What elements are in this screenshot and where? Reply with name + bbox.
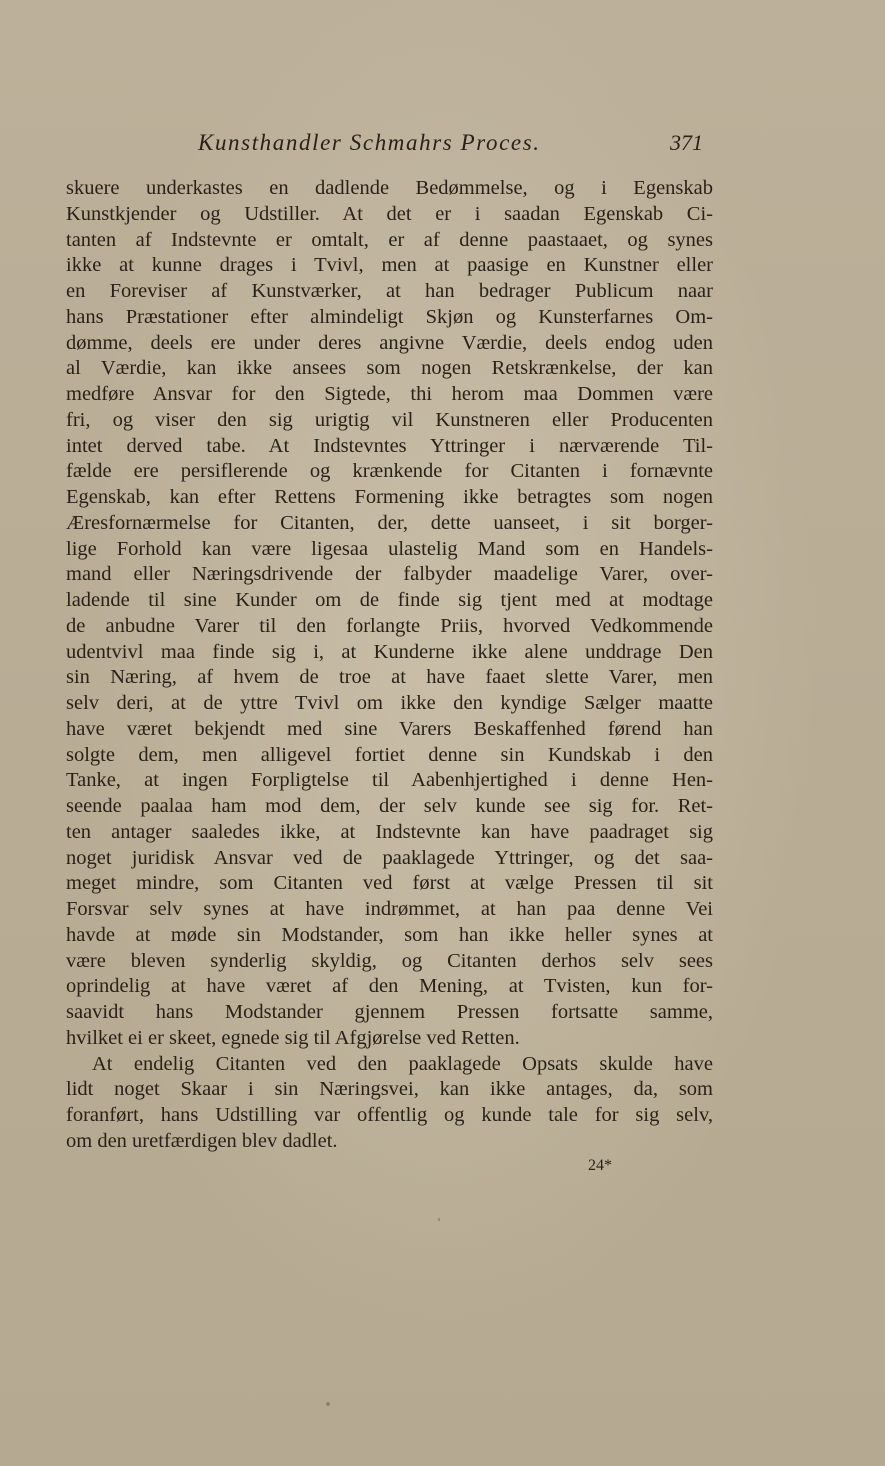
paragraph-start-line: At endelig Citanten ved den paaklagede Opsats skulde have [92, 1052, 713, 1075]
text-line: ten antager saaledes ikke, at Indstevnte kan have paadraget sig [66, 820, 713, 843]
text-line: Forsvar selv synes at have indrømmet, at han paa denne Vei [66, 898, 713, 920]
text-line: ikke at kunne drages i Tvivl, men at paasige en Kunstner eller [66, 254, 713, 277]
text-line: ladende til sine Kunder om de finde sig tjent med at modtage [66, 589, 713, 611]
text-line: en Foreviser af Kunstværker, at han bedrager Publicum naar [66, 280, 713, 302]
text-line: de anbudne Varer til den forlangte Priis, hvorved Vedkommende [66, 614, 713, 637]
text-line: saavidt hans Modstander gjennem Pressen fortsatte samme, [66, 1001, 713, 1023]
text-line: Tanke, at ingen Forpligtelse til Aabenhjertighed i denne Hen- [66, 769, 713, 792]
text-line: seende paalaa ham mod dem, der selv kunde see sig for. Ret- [66, 795, 713, 817]
text-line: Æresfornærmelse for Citanten, der, dette uanseet, i sit borger- [66, 511, 713, 534]
page-number: 371 [670, 130, 703, 155]
text-line: sin Næring, af hvem de troe at have faaet slette Varer, men [66, 666, 713, 689]
text-line: Egenskab, kan efter Rettens Formening ikke betragtes som nogen [66, 486, 713, 508]
text-line: al Værdie, kan ikke ansees som nogen Retskrænkelse, der kan [66, 357, 713, 380]
text-line: lige Forhold kan være ligesaa ulastelig Mand som en Handels- [66, 537, 713, 560]
running-title: Kunsthandler Schmahrs Proces. [198, 130, 541, 155]
text-line: noget juridisk Ansvar ved de paaklagede Yttringer, og det saa- [66, 846, 713, 869]
text-line: meget mindre, som Citanten ved først at vælge Pressen til sit [66, 872, 713, 895]
text-line: dømme, deels ere under deres angivne Værdie, deels endog uden [66, 331, 713, 354]
body-text [66, 176, 713, 1155]
text-line: have været bekjendt med sine Varers Beskaffenhed førend han [66, 717, 713, 740]
text-line: være bleven synderlig skyldig, og Citanten derhos selv sees [66, 949, 713, 972]
text-line: hvilket ei er skeet, egnede sig til Afgjørelse ved Retten. [66, 1026, 520, 1049]
text-line: havde at møde sin Modstander, som han ikke heller synes at [66, 923, 713, 946]
text-line: medføre Ansvar for den Sigtede, thi herom maa Dommen være [66, 383, 713, 405]
paper-speck [326, 1402, 330, 1406]
text-line: solgte dem, men alligevel fortiet denne sin Kundskab i den [66, 743, 713, 766]
text-line: mand eller Næringsdrivende der falbyder maadelige Varer, over- [66, 563, 713, 586]
paper-speck [438, 1218, 440, 1221]
text-line: Kunstkjender og Udstiller. At det er i saadan Egenskab Ci- [66, 202, 713, 225]
text-line: intet derved tabe. At Indstevntes Yttringer i nærværende Til- [66, 434, 713, 457]
text-line: fælde ere persiflerende og krænkende for Citanten i fornævnte [66, 460, 713, 483]
signature-mark: 24* [588, 1157, 612, 1174]
text-line: lidt noget Skaar i sin Næringsvei, kan ikke antages, da, som [66, 1078, 713, 1101]
text-line: foranført, hans Udstilling var offentlig og kunde tale for sig selv, [66, 1104, 713, 1126]
text-line: fri, og viser den sig urigtig vil Kunstneren eller Producenten [66, 408, 713, 431]
text-line: hans Præstationer efter almindeligt Skjøn og Kunsterfarnes Om- [66, 305, 713, 328]
text-line: om den uretfærdigen blev dadlet. [66, 1129, 338, 1152]
text-line: udentvivl maa finde sig i, at Kunderne ikke alene unddrage Den [66, 640, 713, 663]
text-line: tanten af Indstevnte er omtalt, er af denne paastaaet, og synes [66, 228, 713, 251]
text-line: selv deri, at de yttre Tvivl om ikke den kyndige Sælger maatte [66, 692, 713, 714]
page-header [0, 128, 885, 162]
text-line: oprindelig at have været af den Mening, at Tvisten, kun for- [66, 975, 713, 998]
text-line: skuere underkastes en dadlende Bedømmelse, og i Egenskab [66, 177, 713, 199]
